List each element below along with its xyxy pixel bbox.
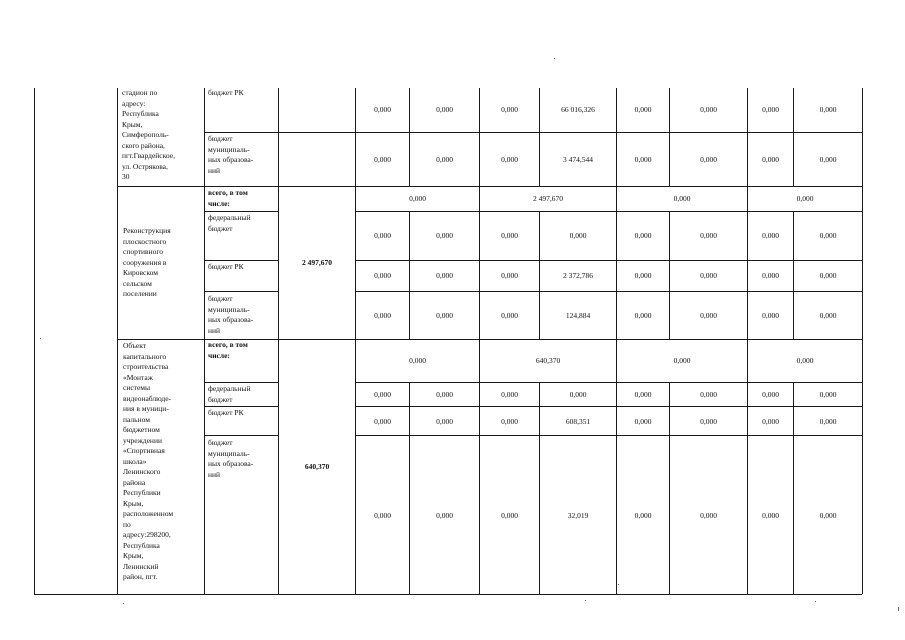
value-cell: 0,000 bbox=[501, 231, 518, 240]
total-value-cell: 0,000 bbox=[673, 194, 691, 203]
total-value-cell: 0,000 bbox=[796, 356, 814, 365]
value-cell: 32,019 bbox=[567, 511, 589, 520]
value-cell: 0,000 bbox=[436, 417, 453, 426]
column-divider bbox=[793, 88, 794, 187]
column-divider bbox=[669, 382, 670, 594]
scan-speck bbox=[585, 600, 586, 601]
table-bottom-border bbox=[34, 594, 862, 595]
object-name-cell: Реконструкция плоскостного спортивного сооружения в Кировском сельском поселении bbox=[123, 226, 171, 298]
value-cell: 0,000 bbox=[819, 417, 837, 426]
value-cell: 0,000 bbox=[634, 271, 652, 280]
column-divider bbox=[409, 382, 410, 594]
funding-source-rk: бюджет РК bbox=[208, 262, 244, 271]
value-cell: 0,000 bbox=[374, 417, 391, 426]
value-cell: 0,000 bbox=[569, 231, 587, 240]
row-divider bbox=[204, 211, 278, 212]
scan-speck bbox=[123, 603, 124, 604]
row-divider bbox=[355, 435, 862, 436]
total-amount: 2 497,670 bbox=[302, 258, 332, 267]
row-divider bbox=[355, 291, 862, 292]
value-cell: 0,000 bbox=[501, 390, 518, 399]
value-cell: 0,000 bbox=[374, 511, 391, 520]
row-divider bbox=[204, 406, 278, 407]
column-divider bbox=[278, 88, 279, 594]
total-label: всего, в том числе: bbox=[208, 188, 248, 208]
value-cell: 0,000 bbox=[819, 271, 837, 280]
total-label: всего, в том числе: bbox=[208, 340, 248, 360]
column-divider bbox=[539, 382, 540, 594]
value-cell: 0,000 bbox=[700, 311, 717, 320]
row-divider bbox=[204, 132, 862, 133]
value-cell: 0,000 bbox=[436, 511, 453, 520]
value-cell: 0,000 bbox=[374, 155, 391, 164]
value-cell: 0,000 bbox=[762, 511, 779, 520]
value-cell: 124,884 bbox=[565, 311, 591, 320]
value-cell: 0,000 bbox=[436, 231, 453, 240]
row-divider bbox=[204, 260, 278, 261]
column-divider bbox=[409, 88, 410, 187]
column-divider bbox=[669, 88, 670, 187]
value-cell: 0,000 bbox=[501, 271, 518, 280]
table-right-border bbox=[862, 88, 863, 594]
funding-source-municipal: бюджет муниципаль- ных образова- ний bbox=[208, 438, 254, 479]
row-divider bbox=[117, 186, 862, 187]
row-divider bbox=[204, 382, 278, 383]
value-cell: 0,000 bbox=[569, 390, 587, 399]
value-cell: 0,000 bbox=[634, 311, 652, 320]
value-cell: 0,000 bbox=[762, 311, 779, 320]
value-cell: 0,000 bbox=[634, 390, 652, 399]
total-value-cell: 0,000 bbox=[796, 194, 814, 203]
value-cell: 0,000 bbox=[501, 511, 518, 520]
value-cell: 0,000 bbox=[819, 511, 837, 520]
value-cell: 0,000 bbox=[501, 417, 518, 426]
value-cell: 0,000 bbox=[762, 390, 779, 399]
value-cell: 66 016,326 bbox=[561, 105, 595, 114]
table-left-border bbox=[34, 88, 35, 594]
value-cell: 0,000 bbox=[634, 511, 652, 520]
value-cell: 0,000 bbox=[374, 271, 391, 280]
value-cell: 0,000 bbox=[819, 231, 837, 240]
total-value-cell: 2 497,670 bbox=[533, 194, 563, 203]
funding-source-federal: федеральный бюджет bbox=[208, 213, 251, 233]
total-amount: 640,370 bbox=[304, 462, 330, 471]
total-value-cell: 0,000 bbox=[409, 356, 426, 365]
scan-speck bbox=[815, 601, 816, 602]
total-value-cell: 640,370 bbox=[535, 356, 561, 365]
value-cell: 0,000 bbox=[700, 417, 717, 426]
value-cell: 0,000 bbox=[436, 105, 453, 114]
funding-source-municipal: бюджет муниципаль- ных образова- ний bbox=[208, 294, 254, 335]
row-divider bbox=[355, 211, 862, 212]
value-cell: 0,000 bbox=[436, 271, 453, 280]
value-cell: 608,351 bbox=[565, 417, 591, 426]
row-divider bbox=[204, 291, 278, 292]
value-cell: 0,000 bbox=[819, 155, 837, 164]
total-value-cell: 0,000 bbox=[673, 356, 691, 365]
value-cell: 0,000 bbox=[819, 390, 837, 399]
value-cell: 0,000 bbox=[374, 105, 391, 114]
scan-speck bbox=[40, 338, 41, 339]
scan-speck bbox=[618, 584, 619, 585]
value-cell: 0,000 bbox=[634, 105, 652, 114]
object-name-cell: Объект капитального строительства «Монтаж системы видеонаблюде- ния в муници- пальном бюджетном учреждении «Спортивная школа» Ленинского района Республики Крым, расположенном по адресу:298200, Республика Крым, Ленинский район, пгт. bbox=[123, 341, 174, 581]
row-divider bbox=[355, 406, 862, 407]
value-cell: 0,000 bbox=[700, 511, 717, 520]
scan-speck bbox=[898, 607, 899, 611]
value-cell: 0,000 bbox=[436, 155, 453, 164]
value-cell: 0,000 bbox=[436, 390, 453, 399]
value-cell: 0,000 bbox=[374, 231, 391, 240]
value-cell: 0,000 bbox=[634, 417, 652, 426]
funding-source-municipal: бюджет муниципаль- ных образова- ний bbox=[208, 134, 254, 175]
value-cell: 0,000 bbox=[700, 390, 717, 399]
object-name-cell: стадион по адресу: Республика Крым, Симферополь- ского района, пгт.Гвардейское, ул. Острякова, 30 bbox=[122, 88, 175, 181]
funding-source-federal: федеральный бюджет bbox=[208, 384, 251, 404]
funding-source-rk: бюджет РК bbox=[208, 88, 244, 97]
row-divider bbox=[355, 382, 862, 383]
value-cell: 0,000 bbox=[374, 311, 391, 320]
value-cell: 0,000 bbox=[700, 271, 717, 280]
row-divider bbox=[204, 435, 278, 436]
value-cell: 0,000 bbox=[501, 155, 518, 164]
value-cell: 0,000 bbox=[634, 155, 652, 164]
column-divider bbox=[117, 88, 118, 594]
value-cell: 0,000 bbox=[762, 105, 779, 114]
total-value-cell: 0,000 bbox=[409, 194, 426, 203]
column-divider bbox=[539, 88, 540, 187]
value-cell: 0,000 bbox=[700, 155, 717, 164]
value-cell: 0,000 bbox=[762, 231, 779, 240]
value-cell: 0,000 bbox=[762, 155, 779, 164]
value-cell: 0,000 bbox=[374, 390, 391, 399]
scan-speck bbox=[554, 58, 555, 59]
value-cell: 0,000 bbox=[634, 231, 652, 240]
value-cell: 0,000 bbox=[700, 231, 717, 240]
column-divider bbox=[204, 88, 205, 594]
value-cell: 0,000 bbox=[436, 311, 453, 320]
value-cell: 2 372,786 bbox=[563, 271, 593, 280]
value-cell: 0,000 bbox=[762, 271, 779, 280]
funding-source-rk: бюджет РК bbox=[208, 408, 244, 417]
row-divider bbox=[355, 260, 862, 261]
column-divider bbox=[793, 382, 794, 594]
value-cell: 3 474,544 bbox=[563, 155, 593, 164]
value-cell: 0,000 bbox=[819, 105, 837, 114]
value-cell: 0,000 bbox=[700, 105, 717, 114]
value-cell: 0,000 bbox=[501, 105, 518, 114]
value-cell: 0,000 bbox=[819, 311, 837, 320]
value-cell: 0,000 bbox=[501, 311, 518, 320]
value-cell: 0,000 bbox=[762, 417, 779, 426]
